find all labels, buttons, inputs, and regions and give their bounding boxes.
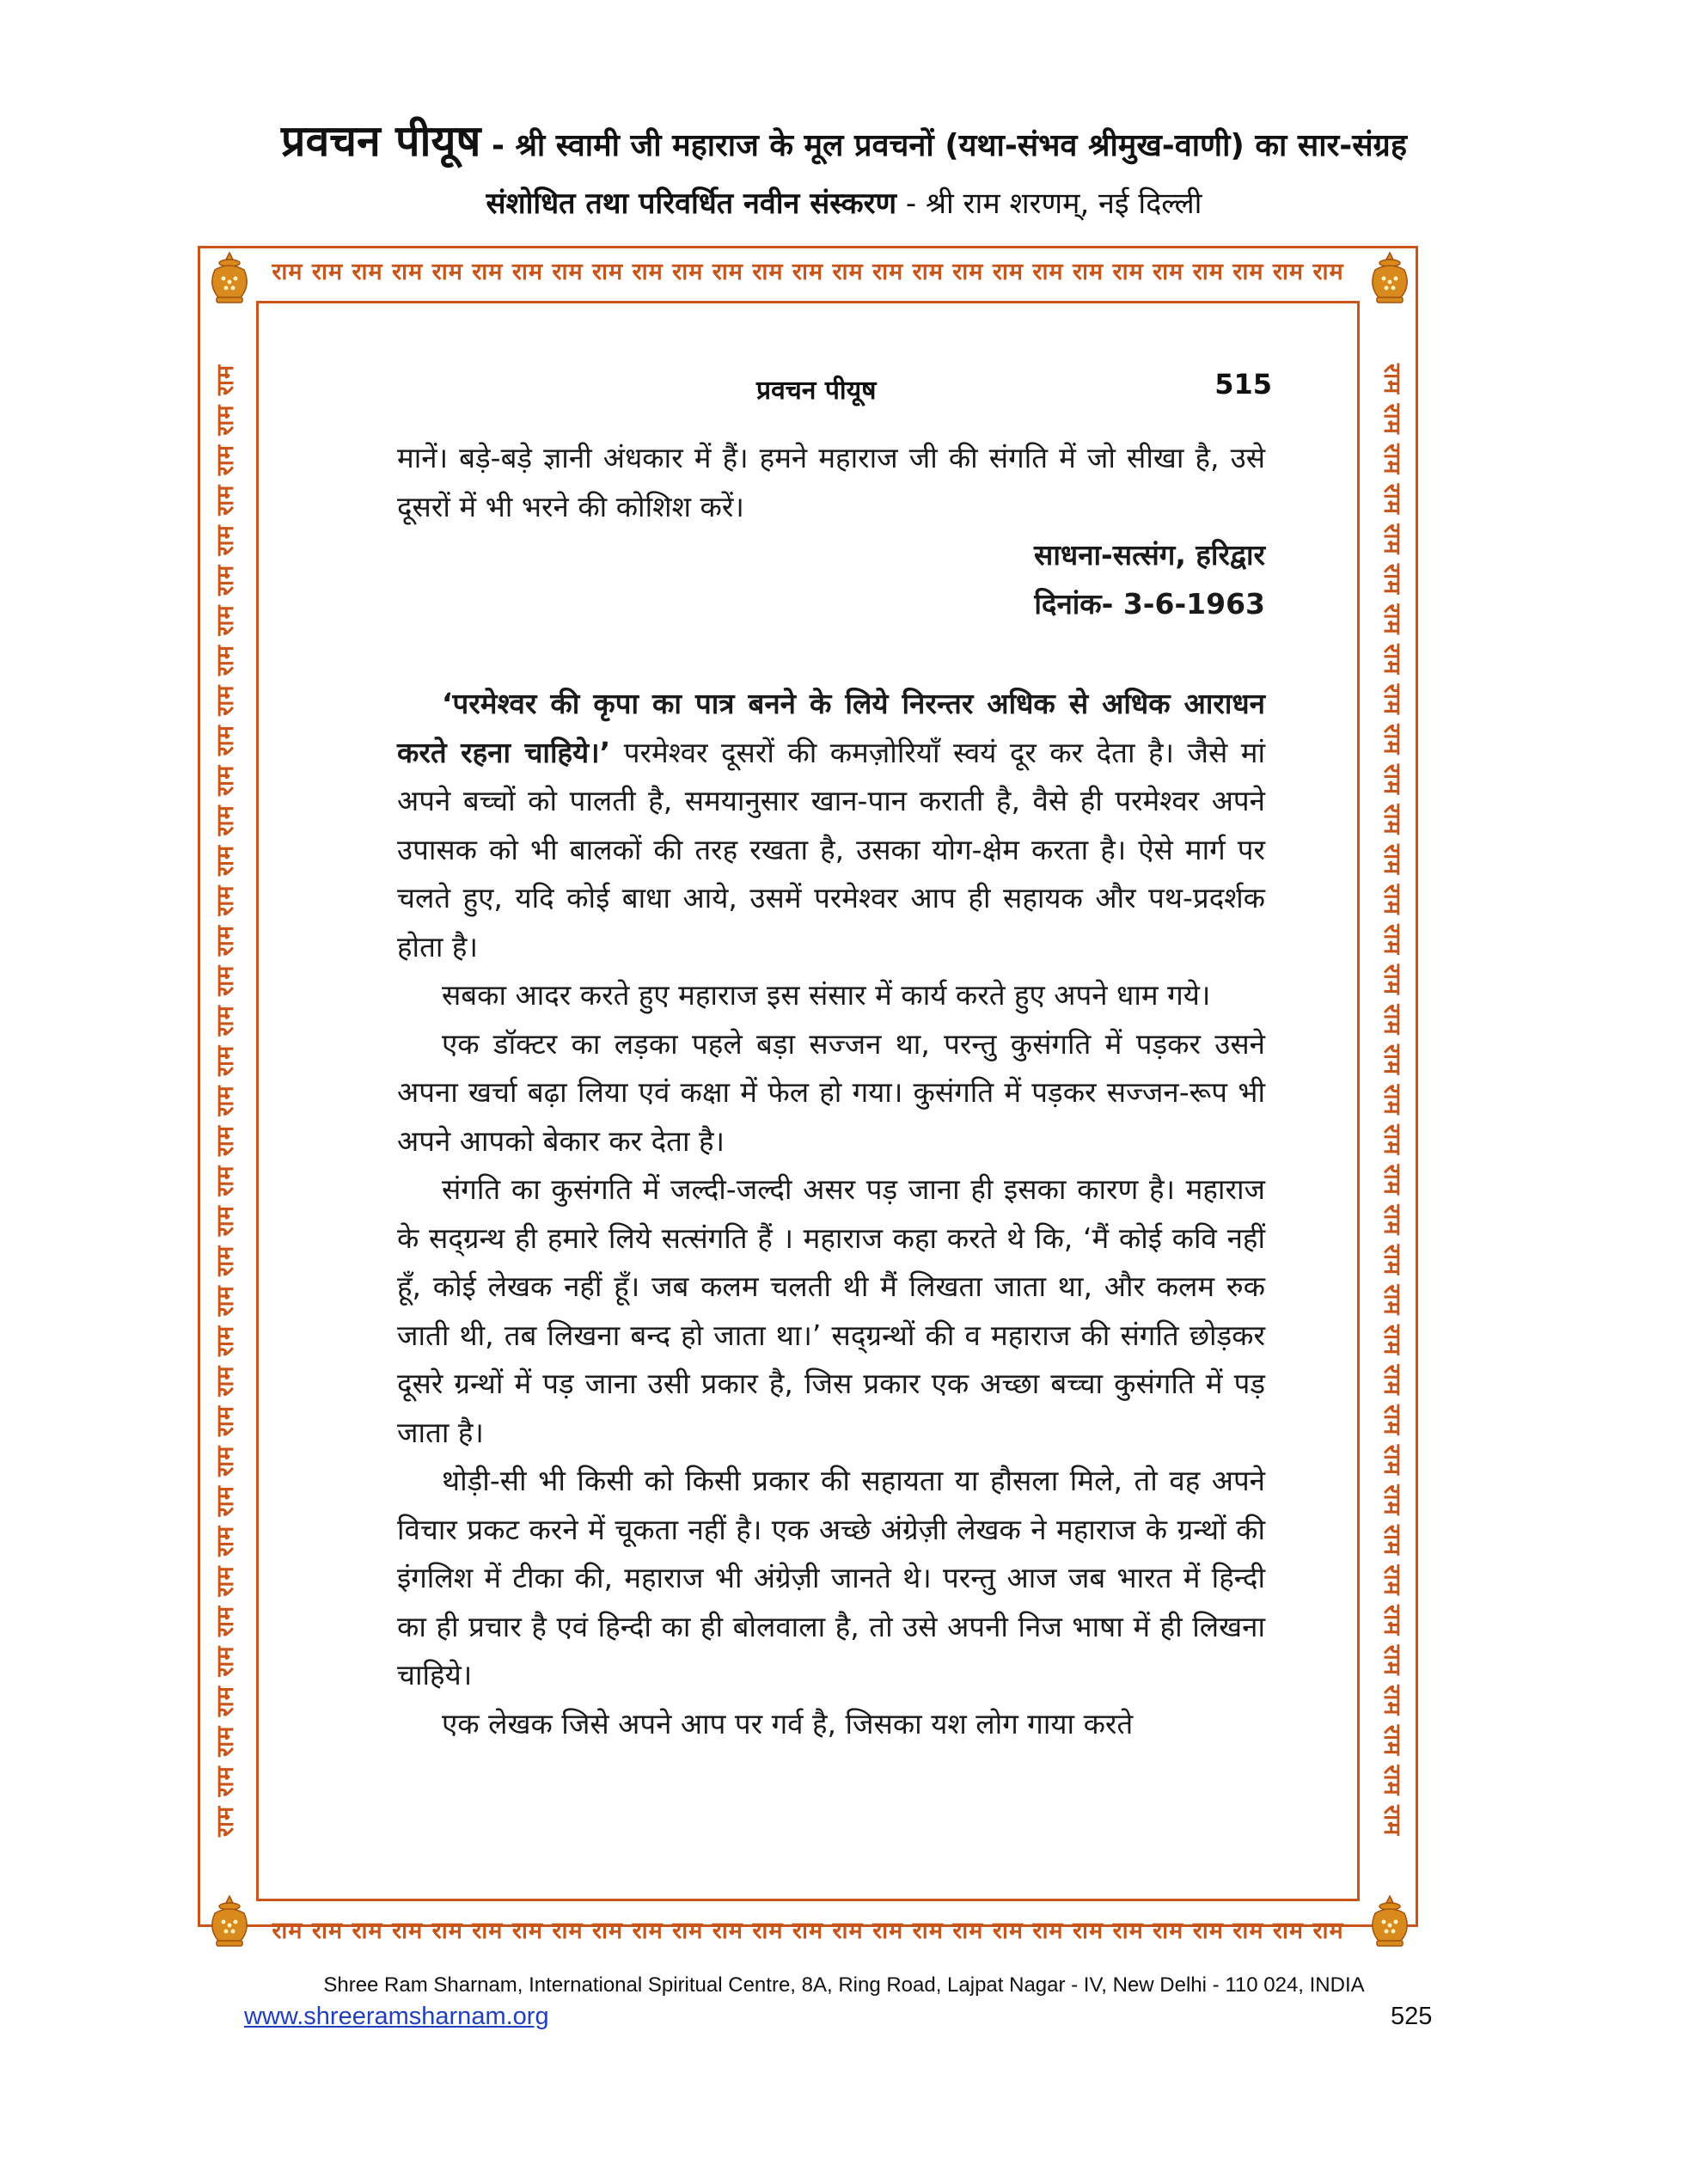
title-main: प्रवचन पीयूष [281,116,481,166]
kalash-ornament-icon [1363,1891,1416,1951]
edition-label: संशोधित तथा परिवर्धित नवीन संस्करण [486,187,897,221]
paragraph [397,680,1265,971]
ram-border-left: राम राम राम राम राम राम राम राम राम राम राम राम राम राम राम राम राम राम राम राम राम राम राम राम राम राम राम राम राम राम राम राम राम राम राम राम राम [212,364,239,1837]
paragraph: सबका आदर करते हुए महाराज इस संसार में कार्य करते हुए अपने धाम गये। [442,978,1211,1012]
kalash-ornament-icon [203,1891,256,1951]
document-title [0,110,1688,168]
pdf-page-number: 525 [1391,2003,1433,2030]
title-subtitle: श्री स्वामी जी महाराज के मूल प्रवचनों (यथा-संभव श्रीमुख-वाणी) का सार-संग्रह [515,128,1407,163]
ram-border-bottom: राम राम राम राम राम राम राम राम राम राम राम राम राम राम राम राम राम राम राम राम राम राम राम राम राम राम राम [272,1918,1344,1944]
section-gap [397,628,1265,680]
paragraph: एक डॉक्टर का लड़का पहले बड़ा सज्जन था, परन्तु कुसंगति में पड़कर उसने अपना खर्चा बढ़ा लिया एवं कक्षा में फेल हो गया। कुसंगति में पड़कर सज्जन-रूप भी अपने आपको बेकार कर देता है। [397,1026,1265,1158]
book-page-number: 515 [1214,368,1272,401]
ram-border-right: राम राम राम राम राम राम राम राम राम राम राम राम राम राम राम राम राम राम राम राम राम राम राम राम राम राम राम राम राम राम राम राम राम राम राम राम राम [1379,364,1405,1837]
title-separator: - [480,128,516,163]
paragraph: एक लेखक जिसे अपने आप पर गर्व है, जिसका यश लोग गाया करते [442,1706,1134,1740]
quote-bold: ‘परमेश्वर की कृपा का पात्र बनने के लिये निरन्तर अधिक से अधिक आराधन करते रहना चाहिये।’ [397,687,1265,769]
discourse-date: दिनांक- 3-6-1963 [1034,586,1265,621]
website-link[interactable]: www.shreeramsharnam.org [244,2003,549,2030]
book-page-header [395,368,1272,411]
paragraph-text: परमेश्वर दूसरों की कमज़ोरियाँ स्वयं दूर कर देता है। जैसे मां अपने बच्चों को पालती है, समयानुसार खान-पान कराती है, वैसे ही परमेश्वर अपने उपासक को भी बालकों की तरह रखता है, उसका योग-क्षेम करता है। ऐसे मार्ग पर चलते हुए, यदि कोई बाधा आये, उसमें परमेश्वर आप ही सहायक और पथ-प्रदर्शक होता है। [397,735,1265,964]
ram-border-top: राम राम राम राम राम राम राम राम राम राम राम राम राम राम राम राम राम राम राम राम राम राम राम राम राम राम राम [272,259,1344,285]
footer-address: Shree Ram Sharnam, International Spiritual Centre, 8A, Ring Road, Lajpat Nagar - IV, New Delhi - 110 024, INDIA [323,1973,1365,1997]
discourse-place: साधना-सत्संग, हरिद्वार [1034,538,1265,572]
kalash-ornament-icon [1363,248,1416,308]
kalash-ornament-icon [203,248,256,308]
paragraph: मानें। बड़े-बड़े ज्ञानी अंधकार में हैं। हमने महाराज जी की संगति में जो सीखा है, उसे दूसरों में भी भरने की कोशिश करें। [397,441,1265,523]
paragraph: थोड़ी-सी भी किसी को किसी प्रकार की सहायता या हौसला मिले, तो वह अपने विचार प्रकट करने में चूकता नहीं है। एक अच्छे अंग्रेज़ी लेखक ने महाराज के ग्रन्थों की इंगलिश में टीका की, महाराज भी अंग्रेज़ी जानते थे। परन्तु आज जब भारत में हिन्दी का ही प्रचार है एवं हिन्दी का ही बोलवाला है, तो उसे अपनी निज भाषा में ही लिखना चाहिये। [397,1464,1265,1692]
edition-publisher: - श्री राम शरणम्, नई दिल्ली [896,187,1202,221]
running-title: प्रवचन पीयूष [756,376,877,406]
page-body [397,434,1265,1748]
paragraph: संगति का कुसंगति में जल्दी-जल्दी असर पड़ जाना ही इसका कारण है। महाराज के सद्ग्रन्थ ही हमारे लिये सत्संगति हैं । महाराज कहा करते थे कि, ‘मैं कोई कवि नहीं हूँ, कोई लेखक नहीं हूँ। जब कलम चलती थी मैं लिखता जाता था, और कलम रुक जाती थी, तब लिखना बन्द हो जाता था।’ सद्ग्रन्थों की व महाराज की संगति छोड़कर दूसरे ग्रन्थों में पड़ जाना उसी प्रकार है, जिस प्रकार एक अच्छा बच्चा कुसंगति में पड़ जाता है। [397,1172,1265,1449]
edition-line [0,182,1688,222]
